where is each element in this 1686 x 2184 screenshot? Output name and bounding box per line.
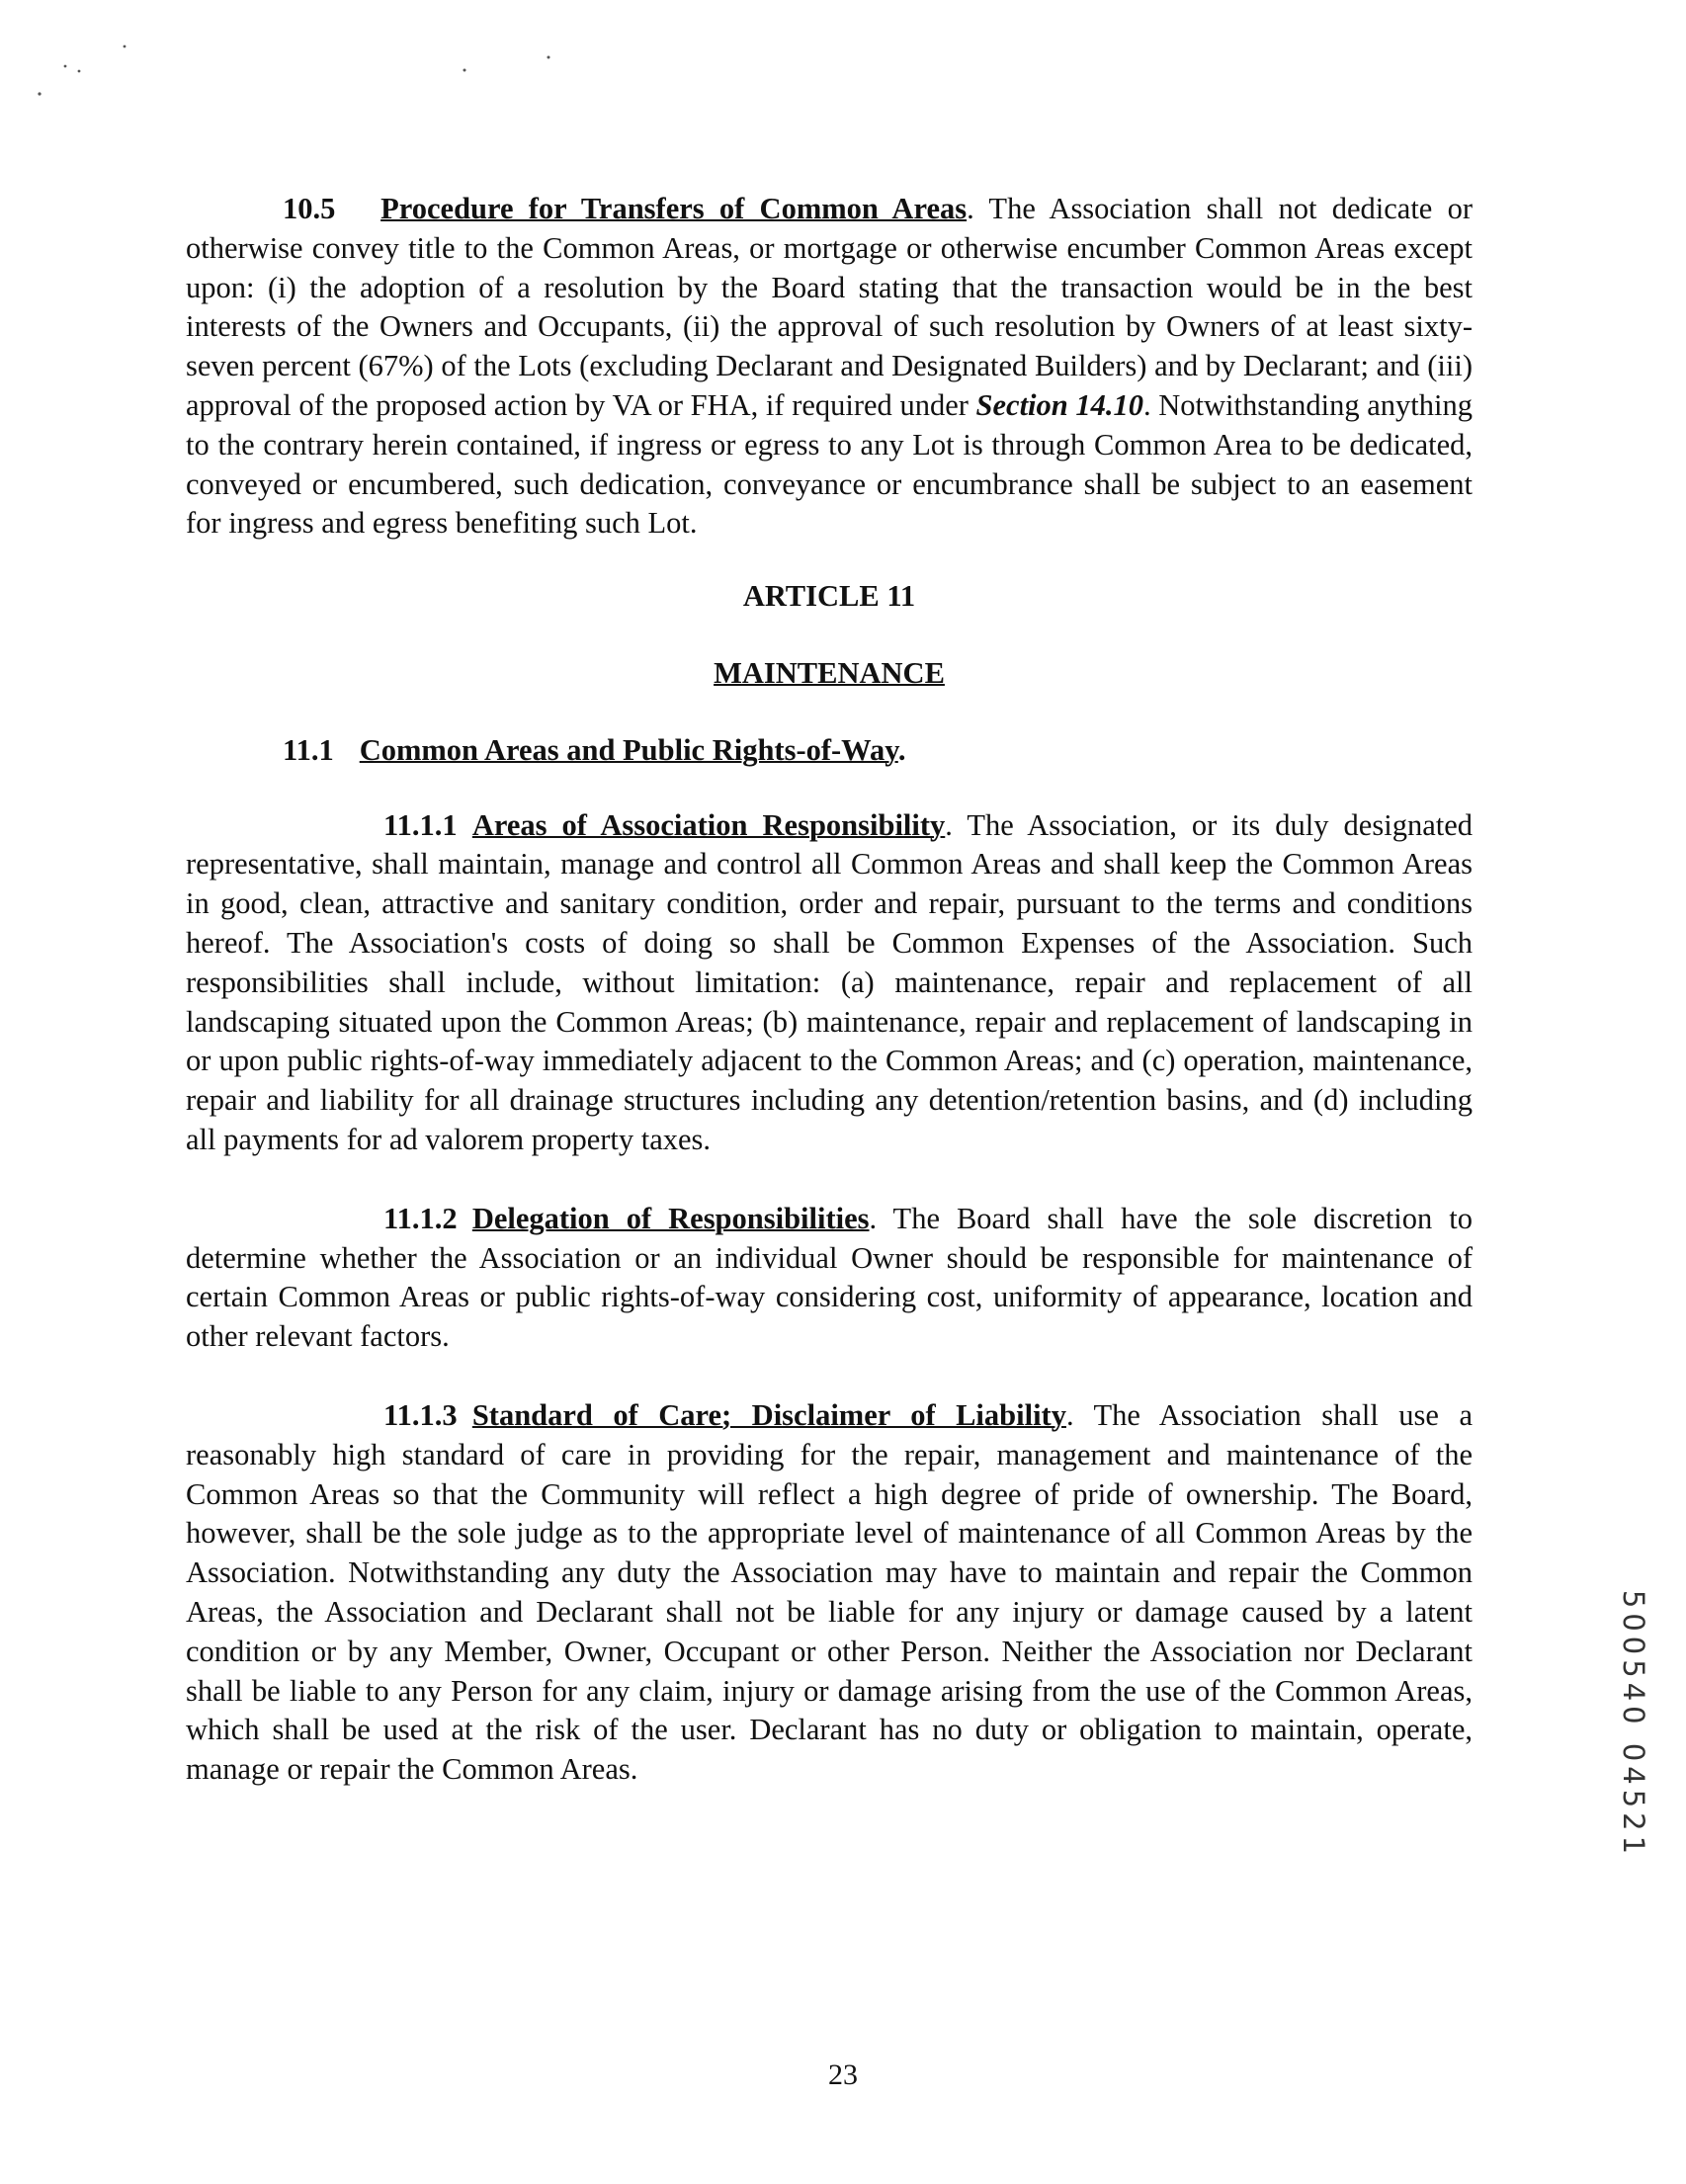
- section-11-1-1: [186, 806, 1473, 1160]
- document-body: [186, 190, 1473, 1790]
- section-10-5: [186, 190, 1473, 544]
- section-11-1-3: [186, 1396, 1473, 1790]
- section-reference: Section 14.10: [975, 387, 1143, 422]
- article-label: ARTICLE 11: [742, 579, 916, 614]
- section-heading: Areas of Association Responsibility: [471, 807, 946, 842]
- section-text: . Notwithstanding anything to the contrary herein contained, if ingress or egress to any Lot is through Common Area to be dedicated, conveyed or encumbered, such dedication, conveyance or encumbrance shall be subject to an easement for ingress and egress benefiting such Lot.: [186, 387, 1473, 541]
- section-heading: Standard of Care; Disclaimer of Liability: [471, 1397, 1066, 1432]
- section-number: 11.1: [283, 732, 334, 767]
- section-text: . The Association shall use a reasonably high standard of care in providing for the repair, management and maintenance of the Common Areas so that the Community will reflect a high degree of pride of ownership. The Board, however, shall be the sole judge as to the appropriate level of maintenance of all Common Areas by the Association. Notwithstanding any duty the Association may have to maintain and repair the Common Areas, the Association and Declarant shall not be liable for any injury or damage caused by a latent condition or by any Member, Owner, Occupant or other Person. Neither the Association nor Declarant shall be liable to any Person for any claim, injury or damage arising from the use of the Common Areas, which shall be used at the risk of the user. Declarant has no duty or obligation to maintain, operate, manage or repair the Common Areas.: [186, 1397, 1473, 1787]
- side-stamp-text: 500540 04521: [1617, 1589, 1650, 1860]
- section-11-1-2: [186, 1200, 1473, 1357]
- section-number: 10.5: [283, 192, 336, 225]
- section-number: 11.1.2: [383, 1201, 458, 1235]
- section-number: 11.1.3: [383, 1397, 458, 1432]
- section-heading: Common Areas and Public Rights-of-Way: [359, 732, 898, 767]
- article-title: MAINTENANCE: [714, 655, 945, 690]
- section-text: . The Association, or its duly designated representative, shall maintain, manage and control all Common Areas and shall keep the Common Areas in good, clean, attractive and sanitary condition, order and repair, pursuant to the terms and conditions hereof. The Association's costs of doing so shall be Common Expenses of the Association. Such responsibilities shall include, without limitation: (a) maintenance, repair and replacement of all landscaping situated upon the Common Areas; (b) maintenance, repair and replacement of landscaping in or upon public rights-of-way immediately adjacent to the Common Areas; and (c) operation, maintenance, repair and liability for all drainage structures including any detention/retention basins, and (d) including all payments for ad valorem property taxes.: [186, 807, 1473, 1156]
- section-period: .: [897, 732, 906, 767]
- section-heading: Procedure for Transfers of Common Areas: [380, 192, 968, 225]
- side-stamp: [1614, 1591, 1653, 1858]
- section-number: 11.1.1: [383, 807, 458, 842]
- page-number: 23: [828, 2058, 858, 2091]
- section-text: . The Board shall have the sole discretion to determine whether the Association or an individual Owner should be responsible for maintenance of certain Common Areas or public rights-of-way considering cost, uniformity of appearance, location and other relevant factors.: [186, 1201, 1473, 1354]
- section-heading: Delegation of Responsibilities: [471, 1201, 870, 1235]
- section-text: . The Association shall not dedicate or otherwise convey title to the Common Areas, or mortgage or otherwise encumber Common Areas except upon: (i) the adoption of a resolution by the Board stating that the transaction would be in the best interests of the Owners and Occupants, (ii) the approval of such resolution by Owners of at least sixty-seven percent (67%) of the Lots (excluding Declarant and Designated Builders) and by Declarant; and (iii) approval of the proposed action by VA or FHA, if required under: [186, 192, 1474, 422]
- section-11-1: [186, 731, 1473, 771]
